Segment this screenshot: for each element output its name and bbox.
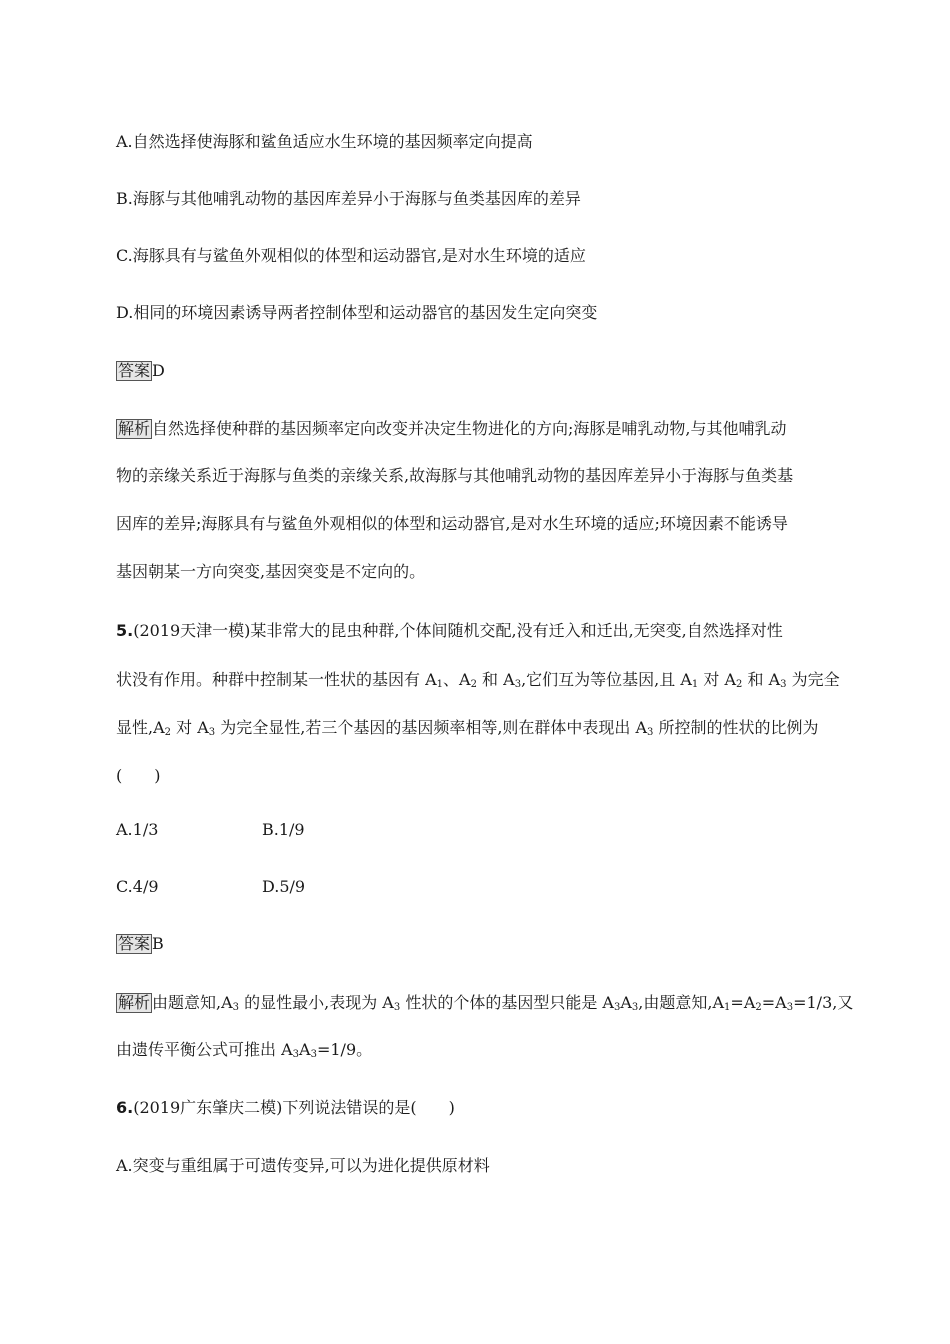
q4-analysis-line-4: 基因朝某一方向突变,基因突变是不定向的。 [116,562,426,581]
q4-analysis-line-1 [116,419,787,439]
q5-option-a: A.1/3 [116,820,159,839]
q5-analysis-line-2: 由遗传平衡公式可推出 $A_3A_3=1/9$。 [116,1040,373,1060]
analysis-text: 自然选择使种群的基因频率定向改变并决定生物进化的方向;海豚是哺乳动物,与其他哺乳动 [152,419,787,438]
question-number: 6. [116,1098,134,1117]
q6-option-a: A.突变与重组属于可遗传变异,可以为进化提供原材料 [116,1156,490,1175]
q6-stem [116,1098,455,1118]
q4-option-b: B.海豚与其他哺乳动物的基因库差异小于海豚与鱼类基因库的差异 [116,189,581,208]
q5-option-b: B.1/9 [262,820,305,839]
q4-answer [116,361,165,381]
analysis-label: 解析 [118,419,151,438]
analysis-label: 解析 [118,993,151,1012]
q5-stem-line-2: 状没有作用。种群中控制某一性状的基因有 $A_1$、$A_2$ 和 $A_3$,它们互为等位基因,且 $A_1$ 对 $A_2$ 和 $A_3$ 为完全 [116,670,840,690]
q5-options-row-1 [116,820,158,840]
answer-value: B [152,934,164,953]
q5-stem-line-1 [116,621,783,641]
q4-option-c: C.海豚具有与鲨鱼外观相似的体型和运动器官,是对水生环境的适应 [116,246,586,265]
q5-option-d: D.5/9 [262,877,306,896]
q4-analysis-line-2: 物的亲缘关系近于海豚与鱼类的亲缘关系,故海豚与其他哺乳动物的基因库差异小于海豚与鱼类基 [116,466,794,485]
q4-analysis-line-3: 因库的差异;海豚具有与鲨鱼外观相似的体型和运动器官,是对水生环境的适应;环境因素不能诱导 [116,514,788,533]
question-text: (2019广东肇庆二模)下列说法错误的是( ) [133,1098,455,1117]
answer-value: D [152,361,165,380]
q5-stem-line-3: 显性$,A_2$ 对 $A_3$ 为完全显性,若三个基因的基因频率相等,则在群体中表现出 $A_3$ 所控制的性状的比例为 [116,718,819,738]
q5-option-c: C.4/9 [116,877,159,896]
q4-option-a: A.自然选择使海豚和鲨鱼适应水生环境的基因频率定向提高 [116,132,533,151]
q5-answer [116,934,164,954]
answer-label: 答案 [118,361,151,380]
question-number: 5. [116,621,134,640]
q5-analysis-line-1: 解析 由题意知$,A_3$ 的显性最小,表现为 $A_3$ 性状的个体的基因型只能是 $A_3A_3$,由题意知$,A_1=A_2=A_3=1/3$,又 [118,993,854,1013]
answer-label: 答案 [118,934,151,953]
q4-option-d: D.相同的环境因素诱导两者控制体型和运动器官的基因发生定向突变 [116,303,598,322]
question-text: (2019天津一模)某非常大的昆虫种群,个体间随机交配,没有迁入和迁出,无突变,自然选择对性 [133,621,783,640]
q5-answer-blank: ( ) [116,766,161,785]
